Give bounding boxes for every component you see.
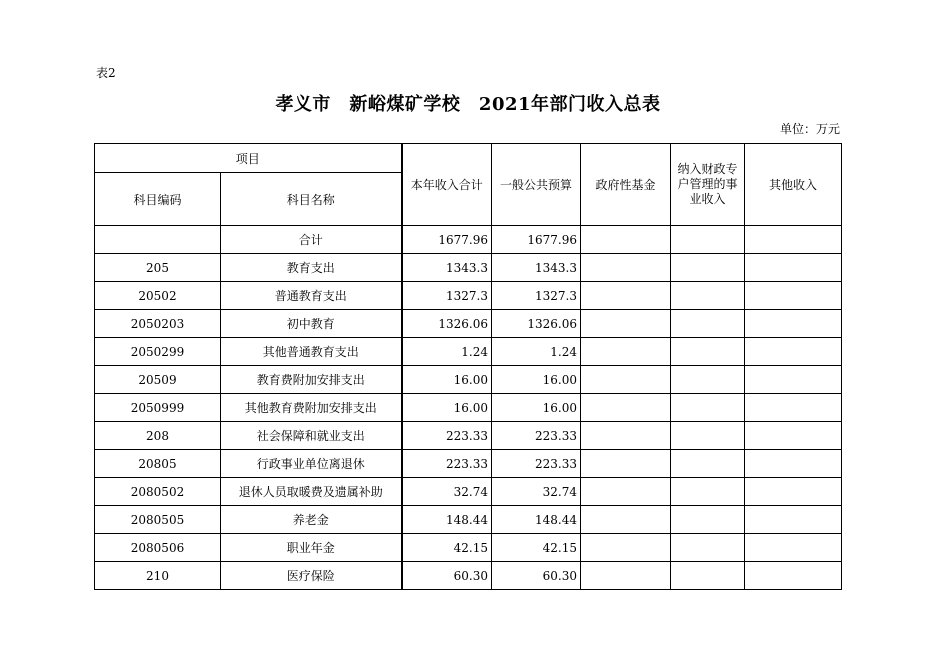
cell-code: 20509: [95, 366, 221, 394]
cell-total: 148.44: [402, 506, 492, 534]
table-row: [95, 478, 842, 506]
header-row-1: [95, 144, 842, 173]
cell-other: [745, 226, 842, 254]
cell-other: [745, 450, 842, 478]
cell-code: 20502: [95, 282, 221, 310]
cell-special-account: [671, 310, 745, 338]
cell-general-budget: 1343.3: [492, 254, 581, 282]
table-row: [95, 282, 842, 310]
cell-other: [745, 506, 842, 534]
cell-total: 32.74: [402, 478, 492, 506]
table-row: [95, 254, 842, 282]
header-group: 项目: [95, 144, 402, 173]
cell-code: 2050999: [95, 394, 221, 422]
cell-total: 16.00: [402, 394, 492, 422]
cell-general-budget: 42.15: [492, 534, 581, 562]
cell-name: 职业年金: [221, 534, 402, 562]
cell-gov-fund: [581, 254, 671, 282]
cell-total: 1.24: [402, 338, 492, 366]
cell-name: 普通教育支出: [221, 282, 402, 310]
cell-general-budget: 60.30: [492, 562, 581, 590]
cell-general-budget: 1326.06: [492, 310, 581, 338]
cell-gov-fund: [581, 506, 671, 534]
cell-gov-fund: [581, 226, 671, 254]
cell-total: 42.15: [402, 534, 492, 562]
cell-total: 1677.96: [402, 226, 492, 254]
cell-general-budget: 223.33: [492, 450, 581, 478]
cell-name: 教育费附加安排支出: [221, 366, 402, 394]
cell-total: 60.30: [402, 562, 492, 590]
cell-gov-fund: [581, 366, 671, 394]
cell-name: 医疗保险: [221, 562, 402, 590]
cell-special-account: [671, 422, 745, 450]
cell-gov-fund: [581, 450, 671, 478]
table-row: [95, 366, 842, 394]
cell-total: 1326.06: [402, 310, 492, 338]
cell-special-account: [671, 226, 745, 254]
unit-label: 单位：万元: [779, 122, 840, 136]
cell-other: [745, 422, 842, 450]
cell-general-budget: 32.74: [492, 478, 581, 506]
page-title: 孝义市 新峪煤矿学校 2021年部门收入总表: [275, 94, 661, 115]
header-total: 本年收入合计: [402, 144, 492, 226]
cell-general-budget: 1677.96: [492, 226, 581, 254]
table-row: [95, 310, 842, 338]
cell-other: [745, 338, 842, 366]
cell-general-budget: 148.44: [492, 506, 581, 534]
cell-code: 205: [95, 254, 221, 282]
table-row: [95, 226, 842, 254]
table-tag: 表2: [96, 66, 116, 80]
cell-other: [745, 282, 842, 310]
cell-total: 223.33: [402, 422, 492, 450]
cell-other: [745, 394, 842, 422]
cell-special-account: [671, 534, 745, 562]
cell-general-budget: 223.33: [492, 422, 581, 450]
cell-name: 其他教育费附加安排支出: [221, 394, 402, 422]
cell-gov-fund: [581, 562, 671, 590]
table-row: [95, 506, 842, 534]
cell-name: 社会保障和就业支出: [221, 422, 402, 450]
cell-code: 210: [95, 562, 221, 590]
cell-other: [745, 254, 842, 282]
table-row: [95, 338, 842, 366]
cell-gov-fund: [581, 534, 671, 562]
cell-gov-fund: [581, 310, 671, 338]
cell-other: [745, 534, 842, 562]
cell-name: 行政事业单位离退休: [221, 450, 402, 478]
cell-special-account: [671, 366, 745, 394]
cell-name: 退休人员取暖费及遗属补助: [221, 478, 402, 506]
cell-special-account: [671, 254, 745, 282]
cell-code: 20805: [95, 450, 221, 478]
cell-total: 223.33: [402, 450, 492, 478]
header-other: 其他收入: [745, 144, 842, 226]
cell-gov-fund: [581, 422, 671, 450]
cell-general-budget: 1.24: [492, 338, 581, 366]
cell-name: 教育支出: [221, 254, 402, 282]
income-summary-table: [94, 143, 842, 590]
cell-special-account: [671, 562, 745, 590]
cell-other: [745, 562, 842, 590]
cell-special-account: [671, 338, 745, 366]
table-row: [95, 422, 842, 450]
cell-gov-fund: [581, 282, 671, 310]
cell-name: 合计: [221, 226, 402, 254]
cell-name: 初中教育: [221, 310, 402, 338]
cell-general-budget: 16.00: [492, 394, 581, 422]
cell-other: [745, 478, 842, 506]
cell-special-account: [671, 450, 745, 478]
header-gov-fund: 政府性基金: [581, 144, 671, 226]
cell-gov-fund: [581, 478, 671, 506]
cell-code: 2080506: [95, 534, 221, 562]
table-row: [95, 562, 842, 590]
table-row: [95, 450, 842, 478]
cell-total: 16.00: [402, 366, 492, 394]
cell-code: 2050299: [95, 338, 221, 366]
cell-general-budget: 1327.3: [492, 282, 581, 310]
cell-name: 养老金: [221, 506, 402, 534]
cell-code: 2050203: [95, 310, 221, 338]
cell-other: [745, 366, 842, 394]
cell-code: 208: [95, 422, 221, 450]
table-row: [95, 394, 842, 422]
header-special-account: 纳入财政专户管理的事业收入: [671, 144, 745, 226]
cell-special-account: [671, 394, 745, 422]
header-general-budget: 一般公共预算: [492, 144, 581, 226]
cell-special-account: [671, 506, 745, 534]
header-code: 科目编码: [95, 173, 221, 226]
cell-general-budget: 16.00: [492, 366, 581, 394]
cell-name: 其他普通教育支出: [221, 338, 402, 366]
cell-special-account: [671, 282, 745, 310]
cell-gov-fund: [581, 338, 671, 366]
cell-code: 2080505: [95, 506, 221, 534]
table-row: [95, 534, 842, 562]
cell-special-account: [671, 478, 745, 506]
cell-total: 1327.3: [402, 282, 492, 310]
header-name: 科目名称: [221, 173, 402, 226]
cell-code: [95, 226, 221, 254]
cell-total: 1343.3: [402, 254, 492, 282]
cell-code: 2080502: [95, 478, 221, 506]
cell-gov-fund: [581, 394, 671, 422]
cell-other: [745, 310, 842, 338]
